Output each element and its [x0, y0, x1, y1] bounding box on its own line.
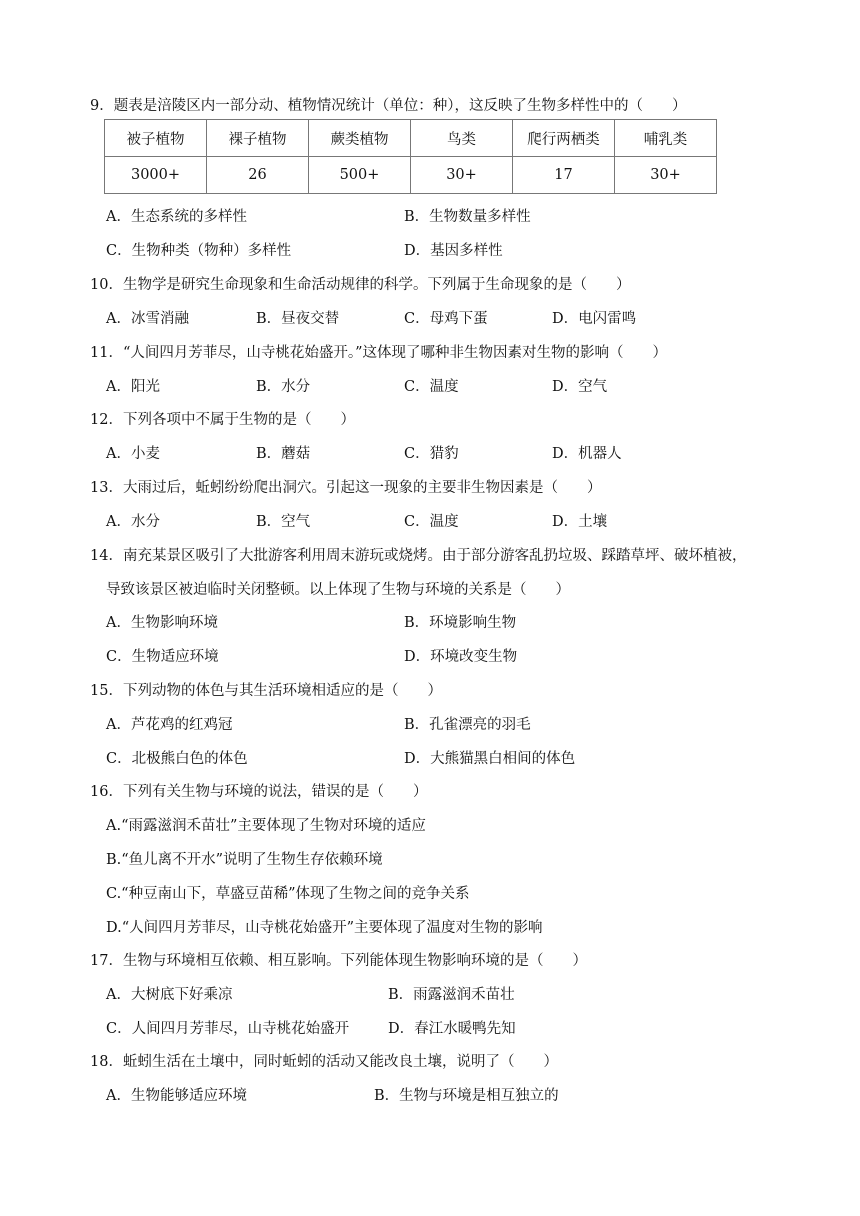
question-14-option-d[interactable]: D．环境改变生物 — [404, 649, 518, 665]
question-15-stem: 15．下列动物的体色与其生活环境相适应的是（ ） — [90, 683, 442, 699]
question-9-option-a[interactable]: A．生态系统的多样性 — [106, 209, 247, 225]
question-17-option-c[interactable]: C．人间四月芳菲尽，山寺桃花始盛开 — [106, 1021, 350, 1037]
question-17-option-d[interactable]: D．春江水暖鸭先知 — [388, 1021, 516, 1037]
question-10-stem: 10．生物学是研究生命现象和生命活动规律的科学。下列属于生命现象的是（ ） — [90, 277, 631, 293]
table-header-cell: 蕨类植物 — [309, 120, 411, 157]
question-11-option-d[interactable]: D．空气 — [552, 379, 608, 395]
question-10-option-c[interactable]: C．母鸡下蛋 — [404, 311, 488, 327]
table-header-cell: 爬行两栖类 — [513, 120, 615, 157]
question-10-option-b[interactable]: B．昼夜交替 — [256, 311, 340, 327]
question-15-option-b[interactable]: B．孔雀漂亮的羽毛 — [404, 717, 531, 733]
question-12-option-b[interactable]: B．蘑菇 — [256, 446, 311, 462]
question-12-option-c[interactable]: C．猎豹 — [404, 446, 459, 462]
table-cell: 30+ — [615, 157, 717, 194]
question-13-option-c[interactable]: C．温度 — [404, 514, 459, 530]
question-9-option-c[interactable]: C．生物种类（物种）多样性 — [106, 243, 292, 259]
species-statistics-table — [104, 119, 717, 194]
question-14-stem-continued: 导致该景区被迫临时关闭整顿。以上体现了生物与环境的关系是（ ） — [106, 582, 570, 598]
question-13-stem: 13．大雨过后，蚯蚓纷纷爬出洞穴。引起这一现象的主要非生物因素是（ ） — [90, 480, 602, 496]
table-header-cell: 裸子植物 — [207, 120, 309, 157]
question-13-option-d[interactable]: D．土壤 — [552, 514, 608, 530]
question-16-option-c[interactable]: C.“种豆南山下，草盛豆苗稀”体现了生物之间的竞争关系 — [106, 886, 470, 902]
question-9-stem: 9．题表是涪陵区内一部分动、植物情况统计（单位：种），这反映了生物多样性中的（ ） — [90, 98, 687, 114]
table-cell: 17 — [513, 157, 615, 194]
question-16-option-d[interactable]: D.“人间四月芳菲尽，山寺桃花始盛开”主要体现了温度对生物的影响 — [106, 920, 543, 936]
question-18-stem: 18．蚯蚓生活在土壤中，同时蚯蚓的活动又能改良土壤，说明了（ ） — [90, 1054, 558, 1070]
question-14-stem: 14．南充某景区吸引了大批游客利用周末游玩或烧烤。由于部分游客乱扔垃圾、踩踏草坪、破坏植被， — [90, 548, 747, 564]
question-12-option-d[interactable]: D．机器人 — [552, 446, 622, 462]
question-10-option-a[interactable]: A．冰雪消融 — [106, 311, 189, 327]
question-12-option-a[interactable]: A．小麦 — [106, 446, 160, 462]
question-9-option-b[interactable]: B．生物数量多样性 — [404, 209, 531, 225]
table-header-cell: 鸟类 — [411, 120, 513, 157]
question-17-option-a[interactable]: A．大树底下好乘凉 — [106, 987, 233, 1003]
table-cell: 500+ — [309, 157, 411, 194]
question-16-option-b[interactable]: B.“鱼儿离不开水”说明了生物生存依赖环境 — [106, 852, 383, 868]
question-11-option-b[interactable]: B．水分 — [256, 379, 311, 395]
question-18-option-a[interactable]: A．生物能够适应环境 — [106, 1088, 247, 1104]
question-14-option-c[interactable]: C．生物适应环境 — [106, 649, 219, 665]
table-header-row — [105, 120, 717, 157]
question-13-option-a[interactable]: A．水分 — [106, 514, 160, 530]
question-15-option-d[interactable]: D．大熊猫黑白相间的体色 — [404, 751, 576, 767]
question-12-stem: 12．下列各项中不属于生物的是（ ） — [90, 412, 355, 428]
table-row — [105, 157, 717, 194]
question-17-option-b[interactable]: B．雨露滋润禾苗壮 — [388, 987, 515, 1003]
question-15-option-a[interactable]: A．芦花鸡的红鸡冠 — [106, 717, 233, 733]
question-11-option-a[interactable]: A．阳光 — [106, 379, 160, 395]
table-cell: 30+ — [411, 157, 513, 194]
table-header-cell: 被子植物 — [105, 120, 207, 157]
table-cell: 3000+ — [105, 157, 207, 194]
table-cell: 26 — [207, 157, 309, 194]
question-17-stem: 17．生物与环境相互依赖、相互影响。下列能体现生物影响环境的是（ ） — [90, 953, 587, 969]
question-14-option-a[interactable]: A．生物影响环境 — [106, 615, 218, 631]
question-10-option-d[interactable]: D．电闪雷鸣 — [552, 311, 637, 327]
question-11-stem: 11．“人间四月芳菲尽，山寺桃花始盛开。”这体现了哪种非生物因素对生物的影响（ ） — [90, 345, 668, 361]
question-16-stem: 16．下列有关生物与环境的说法，错误的是（ ） — [90, 784, 428, 800]
question-13-option-b[interactable]: B．空气 — [256, 514, 311, 530]
question-18-option-b[interactable]: B．生物与环境是相互独立的 — [374, 1088, 559, 1104]
question-14-option-b[interactable]: B．环境影响生物 — [404, 615, 517, 631]
question-16-option-a[interactable]: A.“雨露滋润禾苗壮”主要体现了生物对环境的适应 — [106, 818, 426, 834]
table-header-cell: 哺乳类 — [615, 120, 717, 157]
question-15-option-c[interactable]: C．北极熊白色的体色 — [106, 751, 248, 767]
question-11-option-c[interactable]: C．温度 — [404, 379, 459, 395]
question-9-option-d[interactable]: D．基因多样性 — [404, 243, 503, 259]
